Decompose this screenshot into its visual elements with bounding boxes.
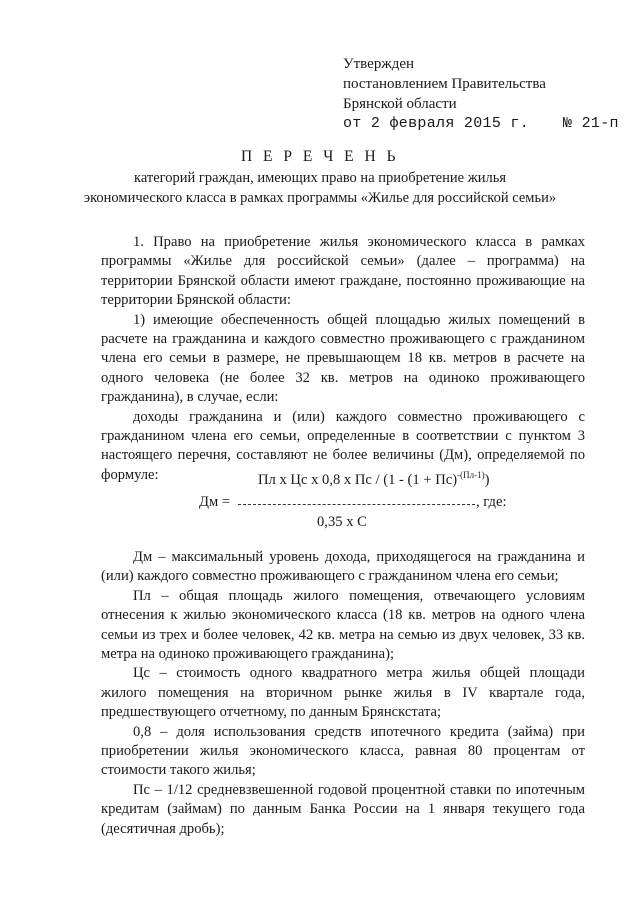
formula-where: , где: [476,494,507,510]
formula-denominator: 0,35 х С [317,514,367,530]
approval-stamp [343,54,619,134]
paragraph-2: 1) имеющие обеспеченность общей площадью жилых помещений в расчете на гражданина и каждого совместно проживающего с гражданином члена его семьи в размере, не превышающем 18 кв. метров в расчете на одного человека (не более 32 кв. метров на одиноко проживающего гражданина), в случае, если: [101,311,585,406]
formula-lhs: Дм = [199,494,231,510]
approval-line-2: постановлением Правительства [343,76,546,92]
document-title: П Е Р Е Ч Е Н Ь [240,148,399,165]
formula-numerator-text: Пл х Цс х 0,8 х Пс / (1 - (1 + Пс) [258,472,458,488]
approval-number: № 21-п [563,115,619,132]
definition-cs: Цс – стоимость одного квадратного метра жилья общей площади жилого помещения на вторичном рынке жилья в IV квартале года, предшествующего отчетному, по данным Брянскстата; [101,665,585,721]
definitions-section [101,548,585,839]
approval-line-3: Брянской области [343,96,457,112]
formula-numerator-close: ) [484,472,490,488]
formula-exponent: -(Пл-1) [457,470,485,480]
approval-date: от 2 февраля 2015 г. [343,115,530,132]
definition-coefficient: 0,8 – доля использования средств ипотечного кредита (займа) при приобретении жилья экономического класса, равная 80 процентам от стоимости такого жилья; [101,723,585,779]
definition-pl: Пл – общая площадь жилого помещения, отвечающего условиям отнесения к жилью экономического класса (18 кв. метров на одного члена семьи из трех и более человек, 42 кв. метра на семью из двух человек, 33 кв. метра на одиноко проживающего гражданина); [101,587,585,663]
paragraph-3: доходы гражданина и (или) каждого совместно проживающего с гражданином члена его семьи, определенные в соответствии с пунктом 3 настоящего перечня, составляют не более величины (Дм), определяемой по формуле: [101,408,585,483]
paragraph-1: 1. Право на приобретение жилья экономического класса в рамках программы «Жилье для российской семьи» (далее – программа) на территории Брянской области имеют граждане, постоянно проживающие на территории Брянской области: [101,234,585,309]
approval-line-1: Утвержден [343,56,415,72]
subtitle-line-1: категорий граждан, имеющих право на приобретение жилья [134,170,506,186]
document-subtitle [0,168,640,208]
income-formula [0,470,640,530]
approval-date-line [343,114,619,134]
subtitle-line-2: экономического класса в рамках программы «Жилье для российской семьи» [83,190,557,206]
formula-numerator [258,470,489,489]
formula-fraction-line [238,504,475,505]
definition-dm: Дм – максимальный уровень дохода, приходящегося на гражданина и (или) каждого совместно проживающего с гражданином члена его семьи; [101,549,585,585]
definition-ps: Пс – 1/12 средневзвешенной годовой процентной ставки по ипотечным кредитам (займам) по данным Банка России на 1 января текущего года (десятичная дробь); [101,781,585,837]
intro-section [101,233,585,485]
